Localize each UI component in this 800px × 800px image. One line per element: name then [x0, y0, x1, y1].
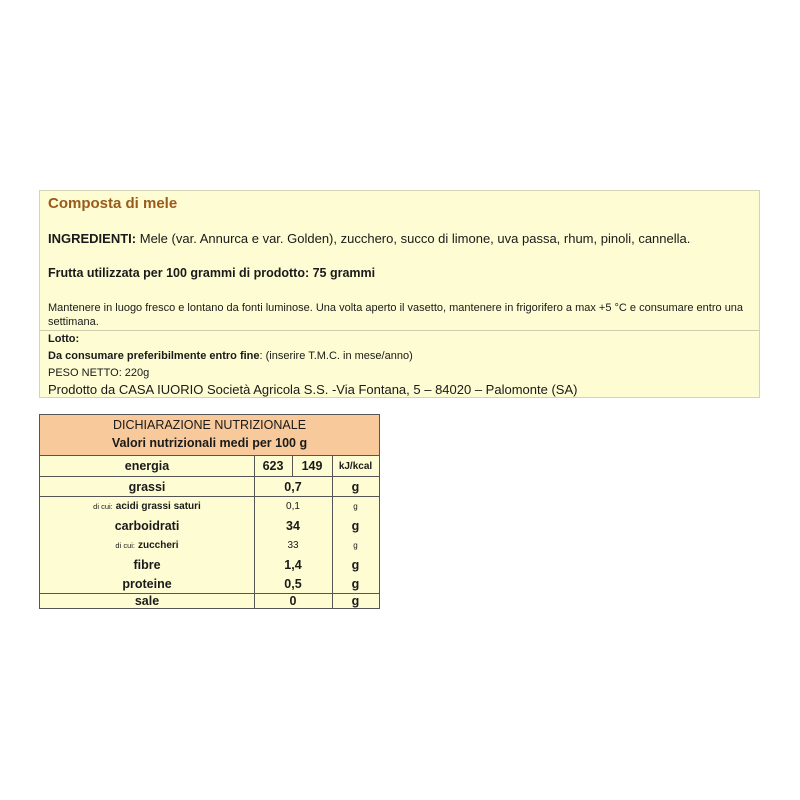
nutrient-name: acidi grassi saturi: [115, 501, 201, 512]
nutrient-name: proteine: [40, 574, 255, 593]
nutrient-prefix: di cui:: [93, 502, 113, 511]
nutrient-name: sale: [40, 594, 255, 608]
nutrition-header-title: DICHIARAZIONE NUTRIZIONALE: [112, 418, 307, 432]
label-divider: [40, 330, 759, 331]
nutrition-header: [40, 415, 379, 456]
nutrient-name: zuccheri: [138, 540, 179, 551]
nutrient-unit: g: [351, 594, 360, 608]
nutrition-row-saturated-fat: [40, 497, 379, 516]
nutrition-row-salt: [40, 594, 379, 608]
nutrition-row-sugars: [40, 536, 379, 555]
nutrient-name: energia: [40, 456, 255, 476]
lot-label: Lotto:: [48, 333, 80, 345]
nutrient-name: grassi: [40, 477, 255, 496]
nutrition-row-protein: [40, 574, 379, 593]
nutrient-unit: g: [351, 519, 360, 533]
product-label-panel: [39, 190, 760, 398]
fruit-content-line: Frutta utilizzata per 100 grammi di prodotto: 75 grammi: [48, 266, 376, 280]
storage-instructions: Mantenere in luogo fresco e lontano da fonti luminose. Una volta aperto il vasetto, mantenere in frigorifero a max +5 °C e consumare entro una settimana.: [48, 302, 744, 328]
nutrition-row-carbohydrates: [40, 516, 379, 536]
nutrient-value: 0,5: [254, 574, 333, 593]
ingredients-line: [48, 231, 690, 246]
nutrient-unit: g: [351, 576, 360, 591]
nutrition-row-fat: [40, 477, 379, 496]
energy-kcal: 149: [301, 459, 323, 473]
nutrient-unit: g: [351, 479, 360, 494]
nutrition-header-subtitle: Valori nutrizionali medi per 100 g: [111, 436, 308, 450]
ingredients-label: INGREDIENTI:: [48, 231, 137, 246]
energy-kj: 623: [254, 456, 293, 476]
net-weight: PESO NETTO: 220g: [48, 367, 150, 379]
producer-line: Prodotto da CASA IUORIO Società Agricola S.S. -Via Fontana, 5 – 84020 – Palomonte (SA): [48, 382, 578, 397]
nutrient-name: fibre: [40, 555, 255, 574]
nutrition-row-energy: [40, 456, 379, 476]
nutrient-value: 33: [254, 536, 333, 555]
nutrient-prefix: di cui:: [115, 541, 135, 550]
product-title: Composta di mele: [48, 195, 178, 212]
energy-unit: kJ/kcal: [338, 460, 373, 472]
nutrient-name-cell: [40, 536, 255, 555]
nutrient-unit: g: [351, 557, 360, 572]
nutrient-unit: g: [353, 541, 358, 550]
nutrient-name-cell: [40, 497, 255, 516]
nutrient-name: carboidrati: [40, 516, 255, 536]
nutrient-value: 0,7: [254, 477, 333, 496]
best-before-text: : (inserire T.M.C. in mese/anno): [259, 350, 413, 362]
nutrient-value: 1,4: [254, 555, 333, 574]
nutrient-unit: g: [353, 502, 358, 511]
nutrient-value: 0,1: [254, 497, 333, 516]
nutrition-table: [39, 414, 380, 609]
best-before-line: [48, 350, 413, 362]
best-before-label: Da consumare preferibilmente entro fine: [48, 350, 260, 362]
nutrition-row-fibre: [40, 555, 379, 574]
nutrient-value: 0: [254, 594, 333, 608]
nutrient-value: 34: [254, 516, 333, 536]
energy-values: [254, 456, 333, 476]
ingredients-text: Mele (var. Annurca e var. Golden), zucchero, succo di limone, uva passa, rhum, pinoli, cannella.: [136, 231, 691, 246]
